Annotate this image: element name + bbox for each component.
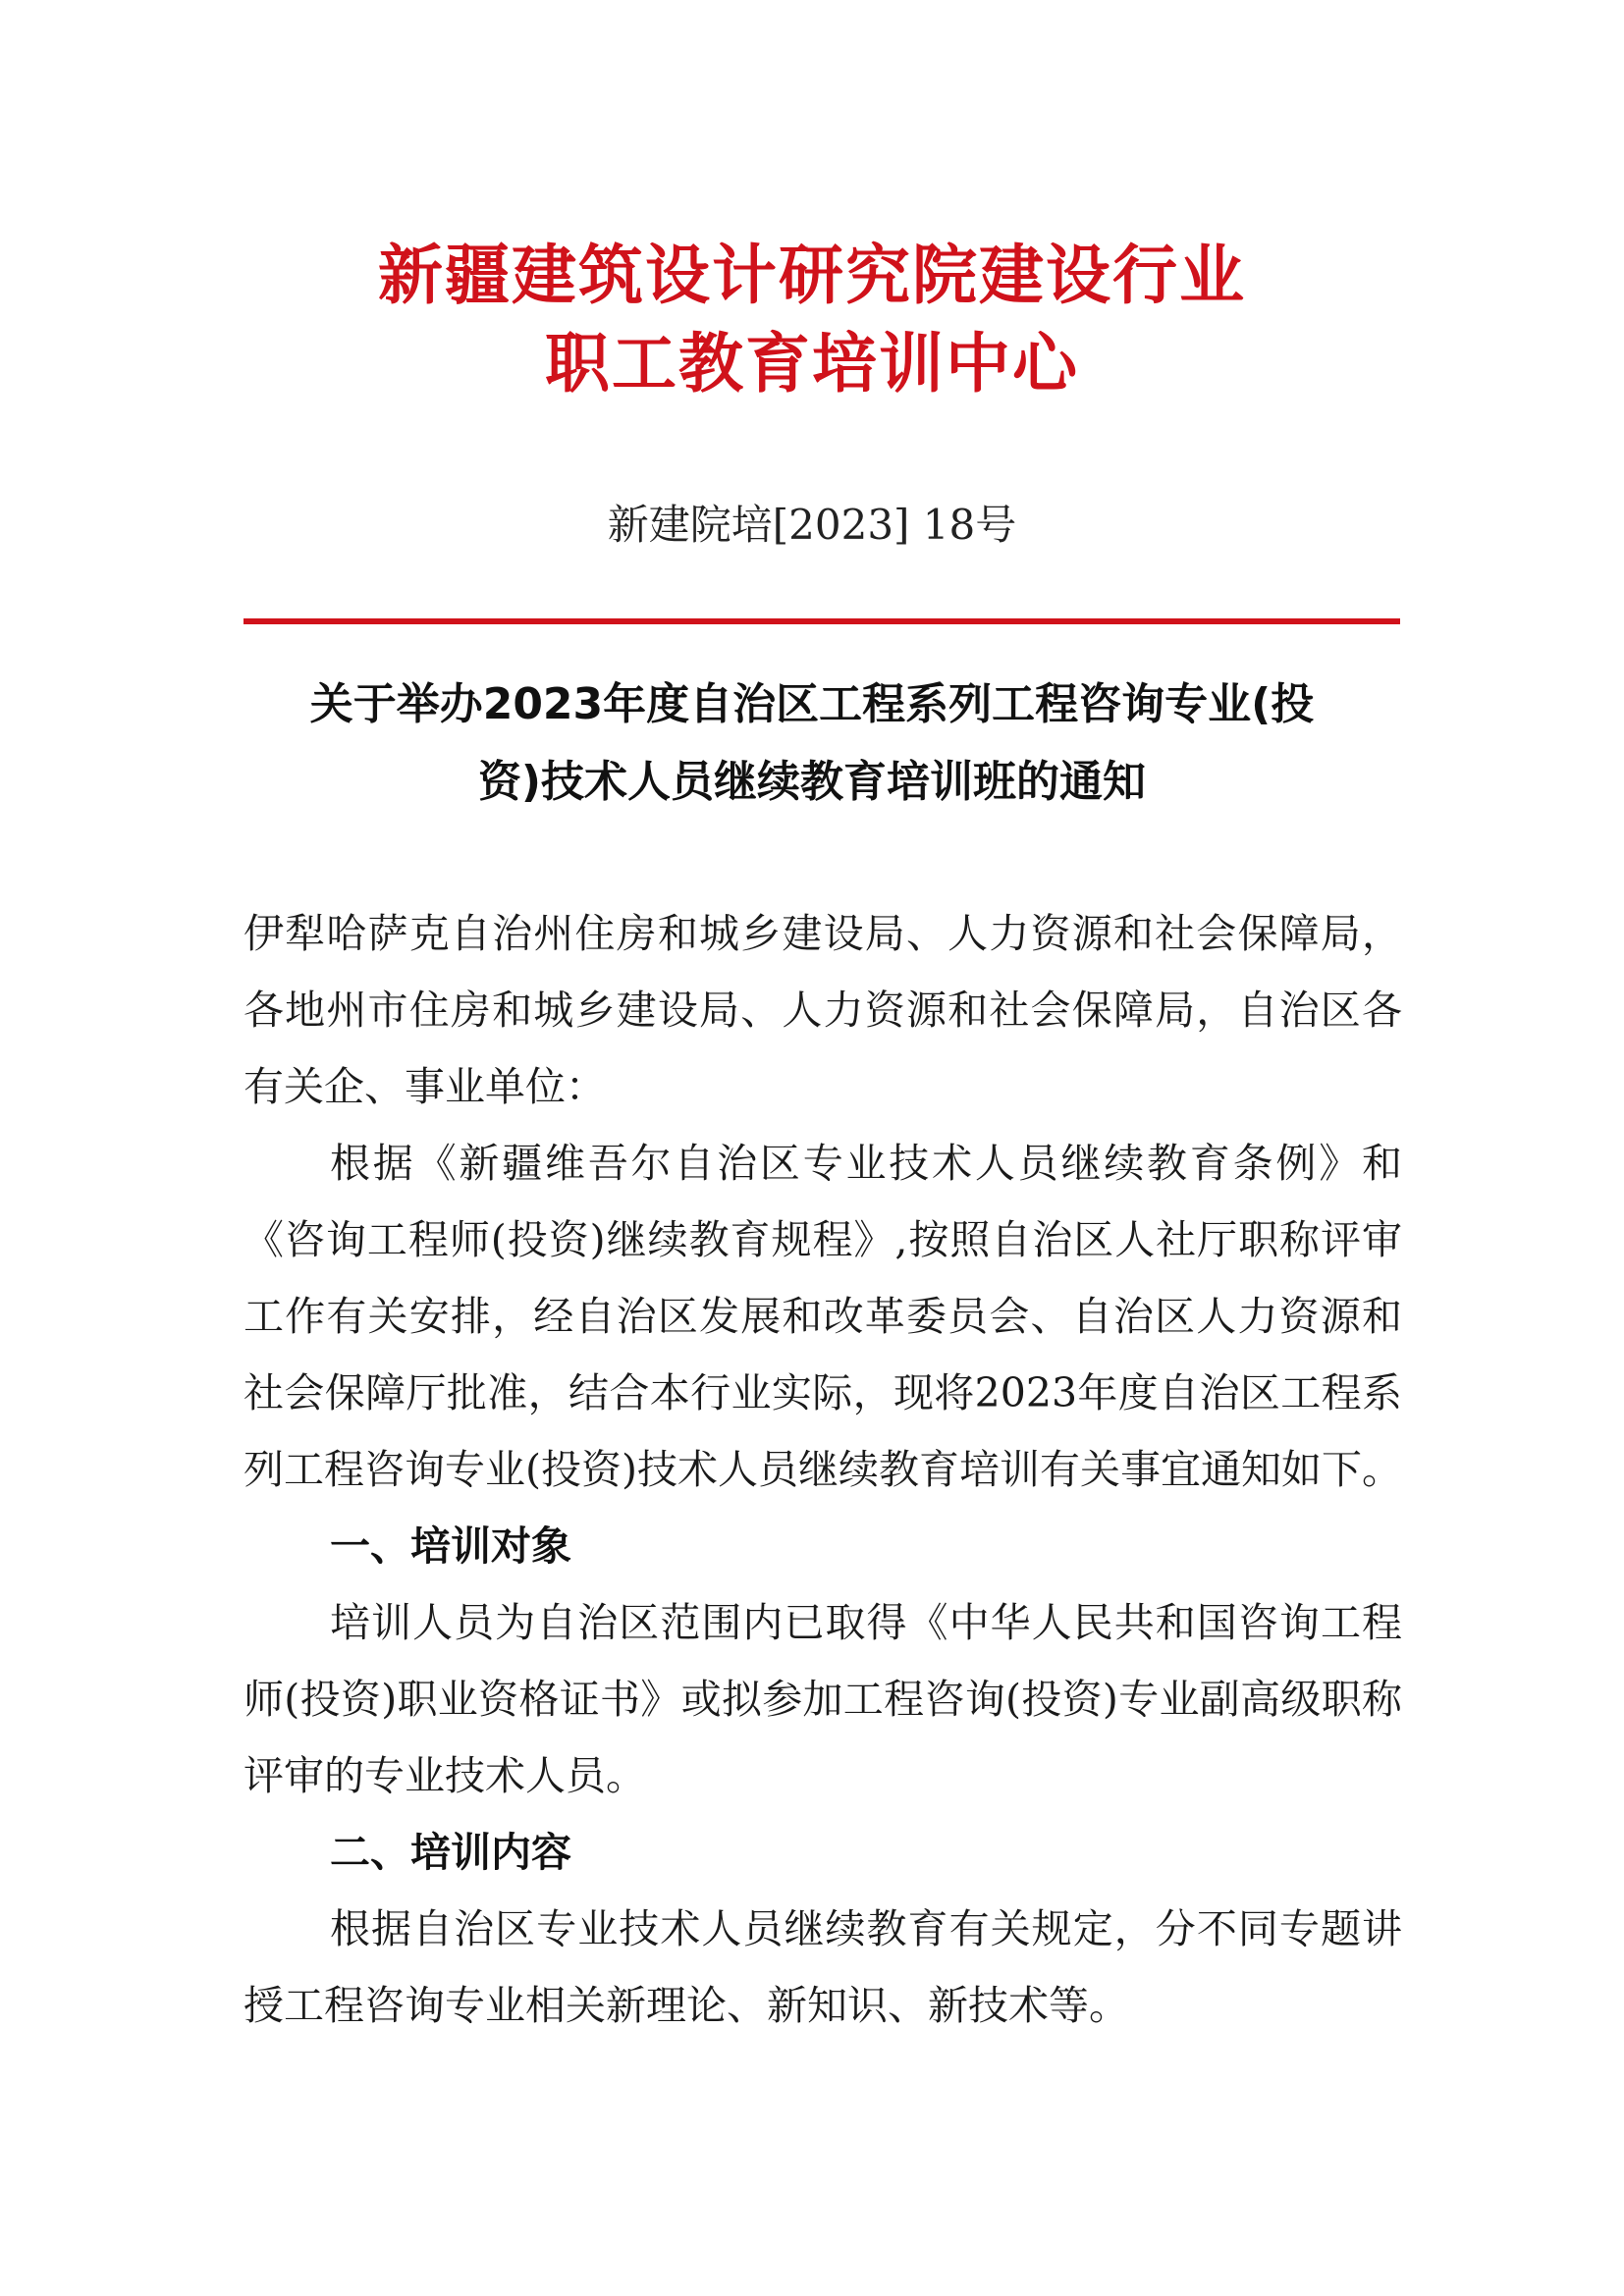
section-paragraph-training-target: 培训人员为自治区范围内已取得《中华人民共和国咨询工程师(投资)职业资格证书》或拟参加工程咨询(投资)专业副高级职称评审的专业技术人员。 bbox=[244, 1599, 1402, 1799]
red-divider-line bbox=[244, 618, 1400, 624]
document-title bbox=[226, 666, 1398, 821]
section-heading-training-content: 二、培训内容 bbox=[330, 1829, 571, 1876]
intro-paragraph: 根据《新疆维吾尔自治区专业技术人员继续教育条例》和《咨询工程师(投资)继续教育规程》,按照自治区人社厅职称评审工作有关安排，经自治区发展和改革委员会、自治区人力资源和社会保障厅批准，结合本行业实际，现将2023年度自治区工程系列工程咨询专业(投资)技术人员继续教育培训有关事宜通知如下。 bbox=[244, 1140, 1402, 1493]
addressee-paragraph: 伊犁哈萨克自治州住房和城乡建设局、人力资源和社会保障局，各地州市住房和城乡建设局、人力资源和社会保障局，自治区各有关企、事业单位： bbox=[244, 910, 1402, 1110]
section-heading-training-target: 一、培训对象 bbox=[330, 1522, 571, 1570]
section-paragraph-training-content: 根据自治区专业技术人员继续教育有关规定，分不同专题讲授工程咨询专业相关新理论、新知识、新技术等。 bbox=[244, 1905, 1402, 2029]
issuing-organization bbox=[0, 232, 1624, 408]
org-name-line1: 新疆建筑设计研究院建设行业 bbox=[378, 238, 1246, 313]
title-line2: 资)技术人员继续教育培训班的通知 bbox=[477, 757, 1147, 807]
title-line1: 关于举办2023年度自治区工程系列工程咨询专业(投 bbox=[309, 679, 1315, 729]
document-body bbox=[244, 895, 1402, 2044]
org-name-line2: 职工教育培训中心 bbox=[545, 326, 1079, 401]
document-number: 新建院培[2023] 18号 bbox=[607, 501, 1017, 549]
